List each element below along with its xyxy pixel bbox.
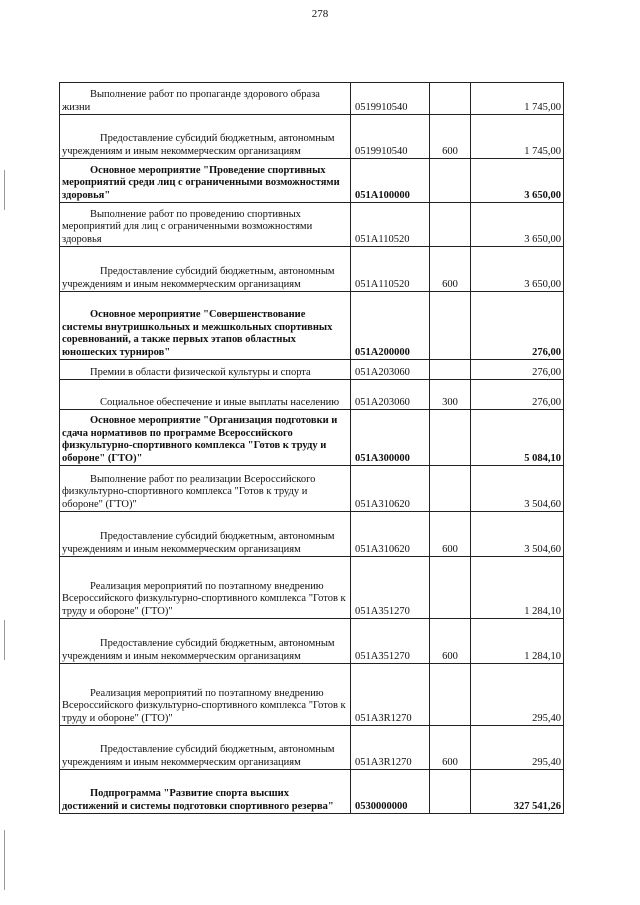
row-sum: 3 650,00 — [471, 159, 564, 203]
row-code: 0519910540 — [351, 83, 430, 115]
row-code: 051А351270 — [351, 619, 430, 664]
row-code: 051А351270 — [351, 557, 430, 619]
row-sum: 3 650,00 — [471, 247, 564, 292]
row-expense-type: 600 — [430, 115, 471, 159]
row-sum: 1 284,10 — [471, 619, 564, 664]
row-expense-type — [430, 410, 471, 466]
row-sum: 276,00 — [471, 360, 564, 380]
row-expense-type — [430, 83, 471, 115]
margin-mark — [4, 170, 5, 210]
row-name: Подпрограмма "Развитие спорта высших достижений и системы подготовки спортивного резерва" — [60, 770, 351, 814]
row-code: 051А300000 — [351, 410, 430, 466]
row-sum: 295,40 — [471, 664, 564, 726]
row-expense-type — [430, 360, 471, 380]
row-name: Предоставление субсидий бюджетным, автономным учреждениям и иным некоммерческим организациям — [60, 115, 351, 159]
row-sum: 1 284,10 — [471, 557, 564, 619]
row-expense-type: 600 — [430, 726, 471, 770]
row-name: Предоставление субсидий бюджетным, автономным учреждениям и иным некоммерческим организациям — [60, 512, 351, 557]
table-row — [60, 83, 564, 115]
row-expense-type: 600 — [430, 247, 471, 292]
table-row — [60, 115, 564, 159]
row-sum: 5 084,10 — [471, 410, 564, 466]
row-name: Социальное обеспечение и иные выплаты населению — [60, 380, 351, 410]
row-sum: 1 745,00 — [471, 83, 564, 115]
table-row — [60, 512, 564, 557]
row-sum: 3 504,60 — [471, 466, 564, 512]
row-code: 051А3R1270 — [351, 664, 430, 726]
row-name: Предоставление субсидий бюджетным, автономным учреждениям и иным некоммерческим организациям — [60, 619, 351, 664]
table-row — [60, 292, 564, 360]
row-expense-type: 300 — [430, 380, 471, 410]
row-code: 0519910540 — [351, 115, 430, 159]
table-row — [60, 619, 564, 664]
row-name: Выполнение работ по проведению спортивных мероприятий для лиц с ограниченными возможностями здоровья — [60, 203, 351, 247]
table-row — [60, 360, 564, 380]
page-number: 278 — [311, 8, 329, 20]
table-row — [60, 664, 564, 726]
row-name: Основное мероприятие "Организация подготовки и сдача нормативов по программе Всероссийского физкультурно-спортивного комплекса "Готов к труду и обороне" (ГТО)" — [60, 410, 351, 466]
row-name: Реализация мероприятий по поэтапному внедрению Всероссийского физкультурно-спортивного комплекса "Готов к труду и обороне" (ГТО)" — [60, 664, 351, 726]
row-expense-type — [430, 664, 471, 726]
table-row — [60, 247, 564, 292]
margin-mark — [4, 620, 5, 660]
row-code: 051А200000 — [351, 292, 430, 360]
row-sum: 276,00 — [471, 380, 564, 410]
row-expense-type: 600 — [430, 619, 471, 664]
row-sum: 295,40 — [471, 726, 564, 770]
row-sum: 276,00 — [471, 292, 564, 360]
row-name: Основное мероприятие "Совершенствование системы внутришкольных и межшкольных спортивных соревнований, а также первых этапов областных юношеских турниров" — [60, 292, 351, 360]
table-row — [60, 410, 564, 466]
row-expense-type: 600 — [430, 512, 471, 557]
row-sum: 1 745,00 — [471, 115, 564, 159]
row-expense-type — [430, 770, 471, 814]
table-row — [60, 159, 564, 203]
row-expense-type — [430, 557, 471, 619]
table-row — [60, 557, 564, 619]
row-name: Премии в области физической культуры и спорта — [60, 360, 351, 380]
row-code: 051А110520 — [351, 247, 430, 292]
row-name: Предоставление субсидий бюджетным, автономным учреждениям и иным некоммерческим организациям — [60, 726, 351, 770]
row-code: 051А310620 — [351, 466, 430, 512]
table-row — [60, 203, 564, 247]
budget-table — [59, 82, 564, 814]
row-expense-type — [430, 159, 471, 203]
row-sum: 3 650,00 — [471, 203, 564, 247]
budget-table-body — [60, 83, 564, 814]
table-row — [60, 380, 564, 410]
row-code: 051А110520 — [351, 203, 430, 247]
row-name: Основное мероприятие "Проведение спортивных мероприятий среди лиц с ограниченными возможностями здоровья" — [60, 159, 351, 203]
row-name: Предоставление субсидий бюджетным, автономным учреждениям и иным некоммерческим организациям — [60, 247, 351, 292]
row-name: Реализация мероприятий по поэтапному внедрению Всероссийского физкультурно-спортивного комплекса "Готов к труду и обороне" (ГТО)" — [60, 557, 351, 619]
table-row — [60, 726, 564, 770]
row-code: 051А3R1270 — [351, 726, 430, 770]
row-code: 051А310620 — [351, 512, 430, 557]
table-row — [60, 466, 564, 512]
row-sum: 327 541,26 — [471, 770, 564, 814]
row-name: Выполнение работ по реализации Всероссийского физкультурно-спортивного комплекса "Готов к труду и обороне" (ГТО)" — [60, 466, 351, 512]
row-sum: 3 504,60 — [471, 512, 564, 557]
row-name: Выполнение работ по пропаганде здорового образа жизни — [60, 83, 351, 115]
table-row — [60, 770, 564, 814]
row-code: 051А203060 — [351, 380, 430, 410]
row-code: 0530000000 — [351, 770, 430, 814]
row-expense-type — [430, 203, 471, 247]
row-code: 051А100000 — [351, 159, 430, 203]
row-code: 051А203060 — [351, 360, 430, 380]
margin-mark — [4, 830, 5, 890]
row-expense-type — [430, 466, 471, 512]
row-expense-type — [430, 292, 471, 360]
